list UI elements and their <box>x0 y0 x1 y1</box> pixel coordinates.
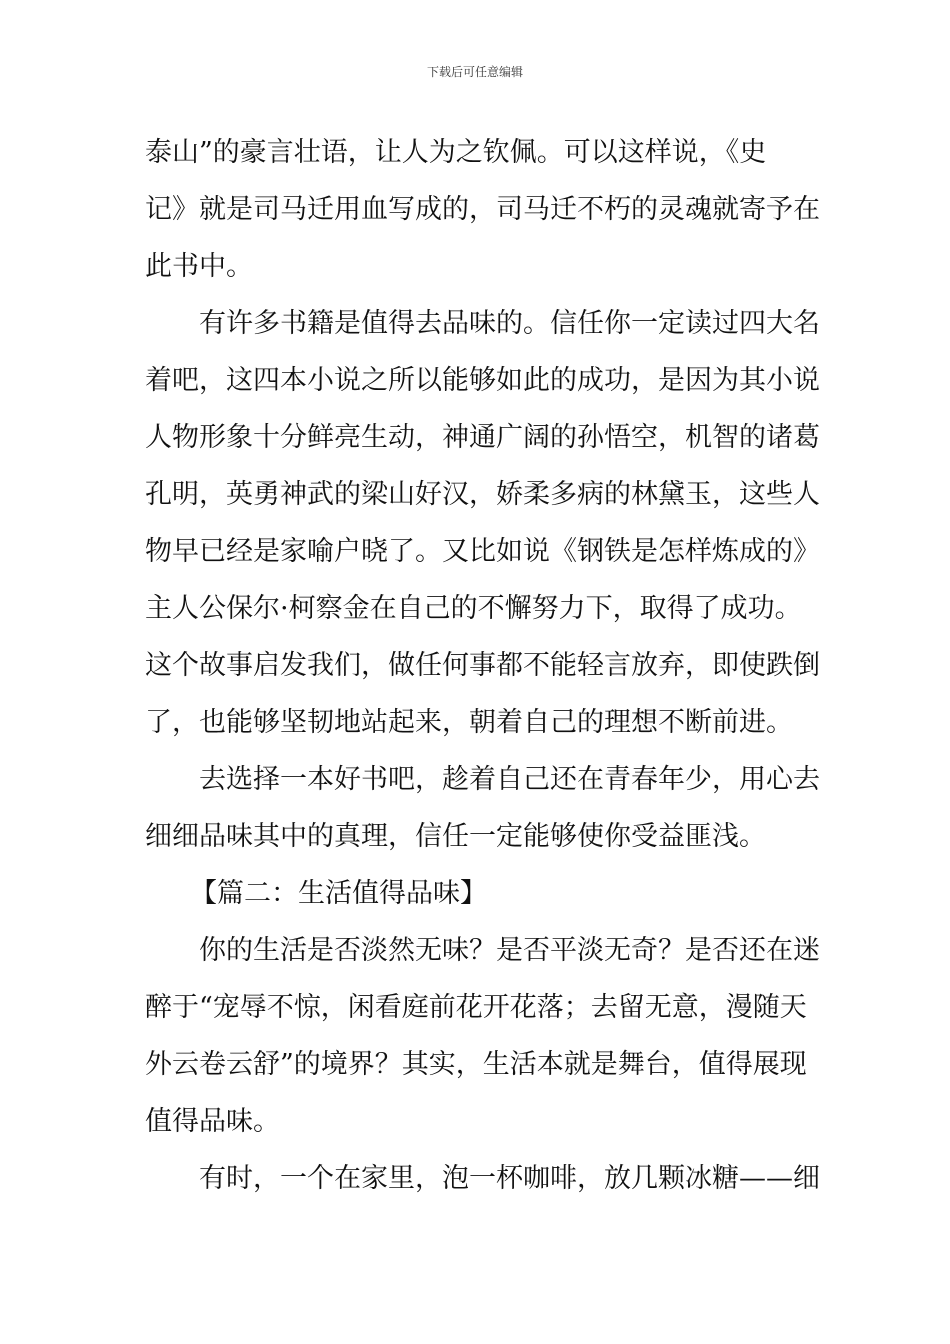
text-line: 泰山”的豪言壮语，让人为之钦佩。可以这样说，《史 <box>145 137 767 168</box>
text-line: 这个故事启发我们，做任何事都不能轻言放弃，即使跌倒 <box>145 650 820 681</box>
text-line: 了，也能够坚韧地站起来，朝着自己的理想不断前进。 <box>145 707 793 738</box>
document-body <box>145 124 820 1207</box>
text-line: 物早已经是家喻户晓了。又比如说《钢铁是怎样炼成的》 <box>145 536 820 567</box>
page-header: 下载后可任意编辑 <box>426 65 523 79</box>
text-line: 主人公保尔·柯察金在自己的不懈努力下，取得了成功。 <box>145 593 802 624</box>
text-line: 着吧，这四本小说之所以能够如此的成功，是因为其小说 <box>145 365 820 396</box>
text-line: 孔明，英勇神武的梁山好汉，娇柔多病的林黛玉，这些人 <box>145 479 820 510</box>
section-heading: 【篇二：生活值得品味】 <box>190 878 487 909</box>
text-line: 有时，一个在家里，泡一杯咖啡，放几颗冰糖——细 <box>199 1163 820 1194</box>
text-line: 记》就是司马迁用血写成的，司马迁不朽的灵魂就寄予在 <box>145 194 820 225</box>
text-line: 去选择一本好书吧，趁着自己还在青春年少，用心去 <box>199 764 820 795</box>
text-line: 人物形象十分鲜亮生动，神通广阔的孙悟空，机智的诸葛 <box>145 422 820 453</box>
text-line: 值得品味。 <box>145 1106 280 1137</box>
text-line: 醉于“宠辱不惊，闲看庭前花开花落；去留无意，漫随天 <box>145 992 807 1023</box>
text-line: 细细品味其中的真理，信任一定能够使你受益匪浅。 <box>145 821 766 852</box>
text-line: 此书中。 <box>145 251 253 282</box>
text-line: 外云卷云舒”的境界？其实，生活本就是舞台，值得展现 <box>145 1049 807 1080</box>
text-line: 你的生活是否淡然无味？是否平淡无奇？是否还在迷 <box>199 935 820 966</box>
text-line: 有许多书籍是值得去品味的。信任你一定读过四大名 <box>199 308 820 339</box>
